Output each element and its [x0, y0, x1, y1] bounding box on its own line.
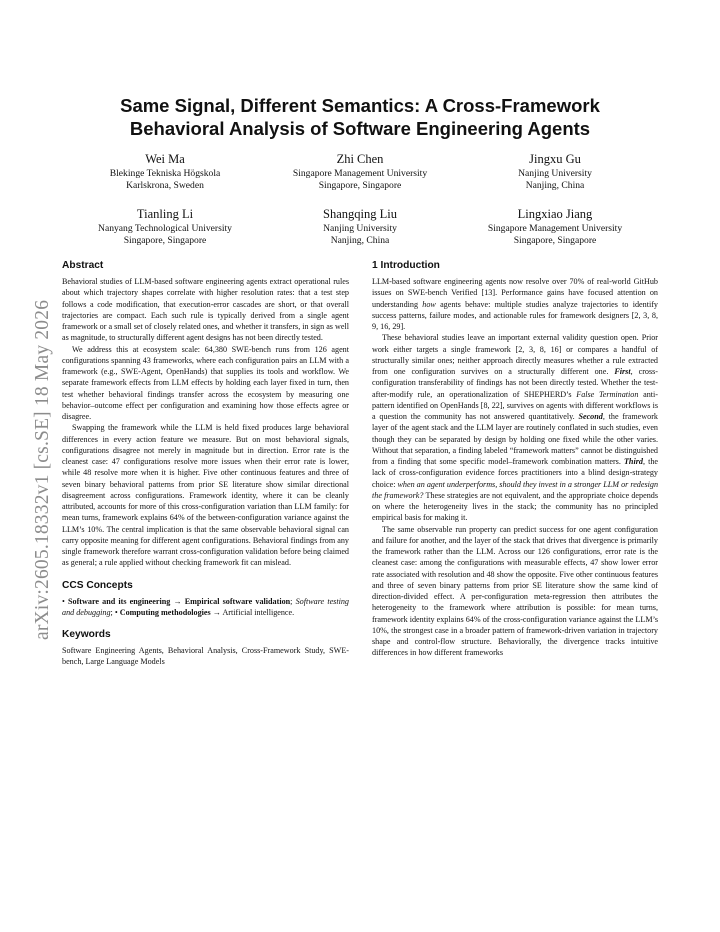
paper-title: [60, 94, 660, 140]
author-affiliation: Nanjing University: [323, 223, 397, 234]
ccs-arrow: →: [210, 607, 223, 617]
author-affiliation: Singapore Management University: [487, 223, 623, 234]
text-run: First: [614, 367, 631, 376]
author-affiliation: Nanjing University: [518, 168, 592, 179]
arxiv-identifier: arXiv:2605.18332v1 [cs.SE] 18 May 2026: [32, 299, 53, 640]
text-run: Second: [578, 412, 603, 421]
text-run: , cross-configuration transferability of findings has not been directly tested. Whether the test-after-modify rule, an operationalization of SHEPHERD’s: [372, 367, 659, 399]
author-block: [70, 207, 260, 246]
left-column: [62, 259, 349, 668]
introduction-heading: 1 Introduction: [372, 260, 440, 271]
introduction-paragraph: [372, 276, 658, 332]
ccs-separator: ;: [290, 596, 296, 606]
author-name: Zhi Chen: [336, 152, 384, 166]
abstract-paragraph: Behavioral studies of LLM-based software engineering agents extract operational rules about which trajectory shapes correlate with higher resolution rates: that a test step follows a code modification, that execution-error cascades are short, or that overall trajectories are compact. Each such rule is typically derived from a single agent framework or a small set of closely related ones, and whether it transfers, in sign as well as magnitude, to structurally different agent designs has not been directly tested.: [62, 277, 349, 343]
author-location: Karlskrona, Sweden: [126, 179, 204, 191]
text-run: , the lack of cross-configuration evidence forces practitioners into a blind design-strategy choice:: [372, 457, 658, 489]
ccs-concepts: [62, 596, 349, 619]
author-location: Singapore, Singapore: [123, 234, 207, 246]
text-run: when an agent underperforms, should they invest in a stronger LLM or redesign the framework?: [372, 479, 659, 500]
text-run: False Termination: [576, 389, 639, 399]
keywords-heading: Keywords: [62, 629, 111, 640]
introduction-paragraph: [372, 332, 658, 523]
author-block: [265, 152, 455, 191]
abstract-heading: Abstract: [62, 260, 104, 271]
author-location: Singapore, Singapore: [513, 234, 597, 246]
ccs-arrow: →: [170, 596, 185, 606]
author-block: [275, 207, 445, 246]
text-run: These behavioral studies leave an important external validity question open. Prior work either targets a single framework [2, 3, 8, 16] or compares a handful of structurally similar ones; neither approach directly measures whether a rule extracted from one configuration survives on a structurally different one.: [372, 333, 658, 376]
author-affiliation: Nanyang Technological University: [98, 223, 232, 234]
abstract-paragraph: We address this at ecosystem scale: 64,380 SWE-bench runs from 126 agent configurations spanning 43 frameworks, where each configuration pairs an LLM with a framework (e.g., SWE-Agent, OpenHands) that supplies its tools and workflow. We separate framework effects from LLM effects by holding each layer fixed in turn, then test whether behavioral findings transfer across the ecosystem by measuring one behavior–outcome effect per configuration and examining how those effects agree or disagree.: [62, 344, 349, 421]
ccs-concept: Computing methodologies: [119, 607, 211, 617]
author-block: [80, 152, 250, 191]
author-name: Shangqing Liu: [323, 207, 397, 221]
text-run: LLM-based software engineering agents now resolve over 70% of real-world GitHub issues on SWE-bench Verified [13]. Performance gains have focused attention on understanding: [372, 277, 658, 309]
author-block: [460, 207, 650, 246]
author-name: Jingxu Gu: [529, 152, 581, 166]
ccs-concept: Empirical software validation: [184, 596, 291, 606]
ccs-separator: ;: [110, 607, 115, 617]
ccs-concept: Software testing and debugging: [62, 596, 349, 617]
ccs-heading: CCS Concepts: [62, 579, 133, 591]
title-line-1: Same Signal, Different Semantics: A Cross-Framework: [120, 95, 600, 116]
ccs-bullet: •: [114, 607, 118, 617]
author-affiliation: Singapore Management University: [292, 168, 428, 179]
text-run: These strategies are not equivalent, and the appropriate choice depends on where the heterogeneity lives in the stack; the community has no principled empirical basis for making it.: [372, 490, 658, 523]
author-location: Singapore, Singapore: [318, 179, 402, 191]
keywords-text: Software Engineering Agents, Behavioral Analysis, Cross-Framework Study, SWE-bench, Large Language Models: [62, 646, 349, 667]
ccs-concept: Artificial intelligence.: [222, 607, 295, 617]
author-location: Nanjing, China: [330, 234, 390, 246]
title-line-2: Behavioral Analysis of Software Engineering Agents: [129, 118, 591, 139]
abstract-paragraph: Swapping the framework while the LLM is held fixed produces large behavioral differences in every action feature we measure. But on most behavioral signals, configurations disagree not merely in magnitude but in direction. Error rate is the cleanest case: 47 configurations resolve more issues when their error rate is lower, while 48 resolve more when it is higher. Five other continuous features and three of seven binary behavioral patterns from prior SE literature show similar directional disagreement across configurations. Framework identity, where it can be cleanly attributed, accounts for more of this cross-configuration variation than LLM family: for mean turns, framework explains 64% of the between-configuration variance against the LLM’s 10%. The central implication is that the same observable behavioral signal can carry opposite meaning for different agent configurations. Behavioral findings from any single framework therefore warrant cross-configuration validation before being claimed as general; a rule applied without checking framework fit can mislead.: [62, 423, 349, 568]
text-run: how: [422, 299, 436, 309]
text-run: agents behave: multiple studies analyze trajectories to identify success patterns, failure modes, and actionable rules for framework designers [2, 3, 8, 9, 16, 29].: [372, 299, 658, 331]
right-column: [372, 259, 658, 659]
author-name: Tianling Li: [136, 207, 194, 221]
author-name: Wei Ma: [145, 152, 185, 166]
text-run: Third: [623, 457, 643, 466]
author-location: Nanjing, China: [525, 179, 585, 191]
ccs-concept: Software and its engineering: [68, 596, 171, 606]
author-block: [470, 152, 640, 191]
text-run: , the framework layer of the agent stack and the LLM layer are routinely conflated in such studies, even though they can be separated by design by holding one fixed while the other varies. Without that separation, a finding labeled “framework matters” cannot be distinguished from a finding that some specific model–framework combination matters.: [372, 412, 658, 466]
text-run: anti-pattern identified on OpenHands [8, 22], survives on agents with different workflows is a question the community has not answered quantitatively.: [372, 389, 659, 421]
author-affiliation: Blekinge Tekniska Högskola: [109, 168, 221, 179]
ccs-bullet: •: [62, 596, 65, 606]
author-name: Lingxiao Jiang: [517, 207, 593, 221]
introduction-paragraph: The same observable run property can predict success for one agent configuration and failure for another, and the layer of the stack that drives that divergence is primarily the framework rather than the LLM. Across our 126 configurations, error rate is the cleanest case: among the configurations with measurable effects, 47 show lower error rate associated with resolution and 48 show the opposite. Five other continuous features and three of seven binary patterns from prior SE literature show the same kind of direction-divided effect. A per-configuration meta-regression then attributes the heterogeneity to the framework where attribution is possible: for mean turns, framework identity explains 64% of the cross-configuration variance against the LLM’s 10%, the strongest case in a broader pattern of framework-driven variation in trajectory shape and control-flow structure. Behaviorally, the divergence tracks intuitive differences in how different frameworks: [372, 524, 658, 658]
